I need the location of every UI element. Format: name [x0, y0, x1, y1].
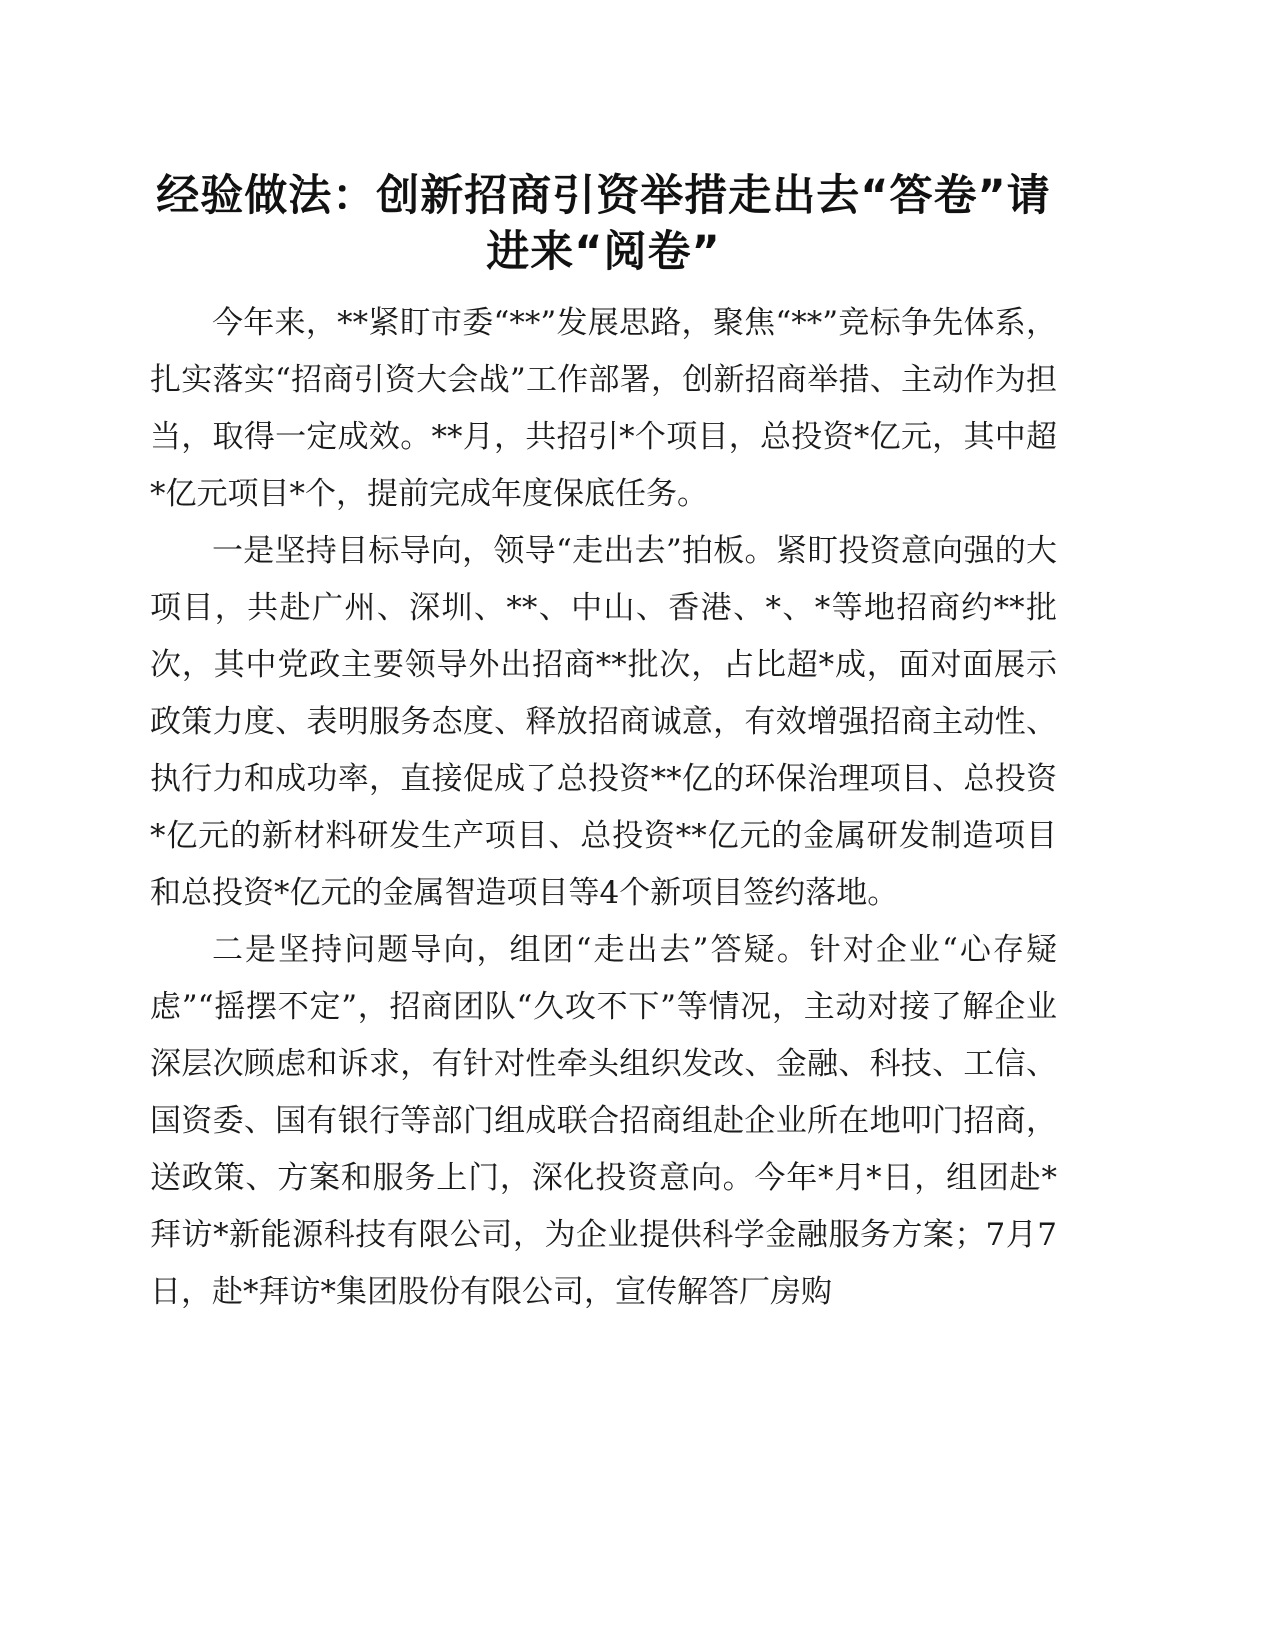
document-body	[150, 295, 1057, 1321]
document-page	[150, 168, 1057, 1321]
paragraph-point-two: 二是坚持问题导向，组团“走出去”答疑。针对企业“心存疑虑”“摇摆不定”，招商团队“久攻不下”等情况，主动对接了解企业深层次顾虑和诉求，有针对性牵头组织发改、金融、科技、工信、国资委、国有银行等部门组成联合招商组赴企业所在地叩门招商，送政策、方案和服务上门，深化投资意向。今年*月*日，组团赴*拜访*新能源科技有限公司，为企业提供科学金融服务方案；7月7日，赴*拜访*集团股份有限公司，宣传解答厂房购	[150, 932, 1057, 1310]
paragraph-intro: 今年来，**紧盯市委“**”发展思路，聚焦“**”竞标争先体系，扎实落实“招商引资大会战”工作部署，创新招商举措、主动作为担当，取得一定成效。**月，共招引*个项目，总投资*亿元，其中超*亿元项目*个，提前完成年度保底任务。	[150, 305, 1057, 512]
document-title: 经验做法：创新招商引资举措走出去“答卷”请进来“阅卷”	[156, 171, 1051, 277]
paragraph-point-one: 一是坚持目标导向，领导“走出去”拍板。紧盯投资意向强的大项目，共赴广州、深圳、**、中山、香港、*、*等地招商约**批次，其中党政主要领导外出招商**批次，占比超*成，面对面展示政策力度、表明服务态度、释放招商诚意，有效增强招商主动性、执行力和成功率，直接促成了总投资**亿的环保治理项目、总投资*亿元的新材料研发生产项目、总投资**亿元的金属研发制造项目和总投资*亿元的金属智造项目等4个新项目签约落地。	[150, 533, 1057, 911]
